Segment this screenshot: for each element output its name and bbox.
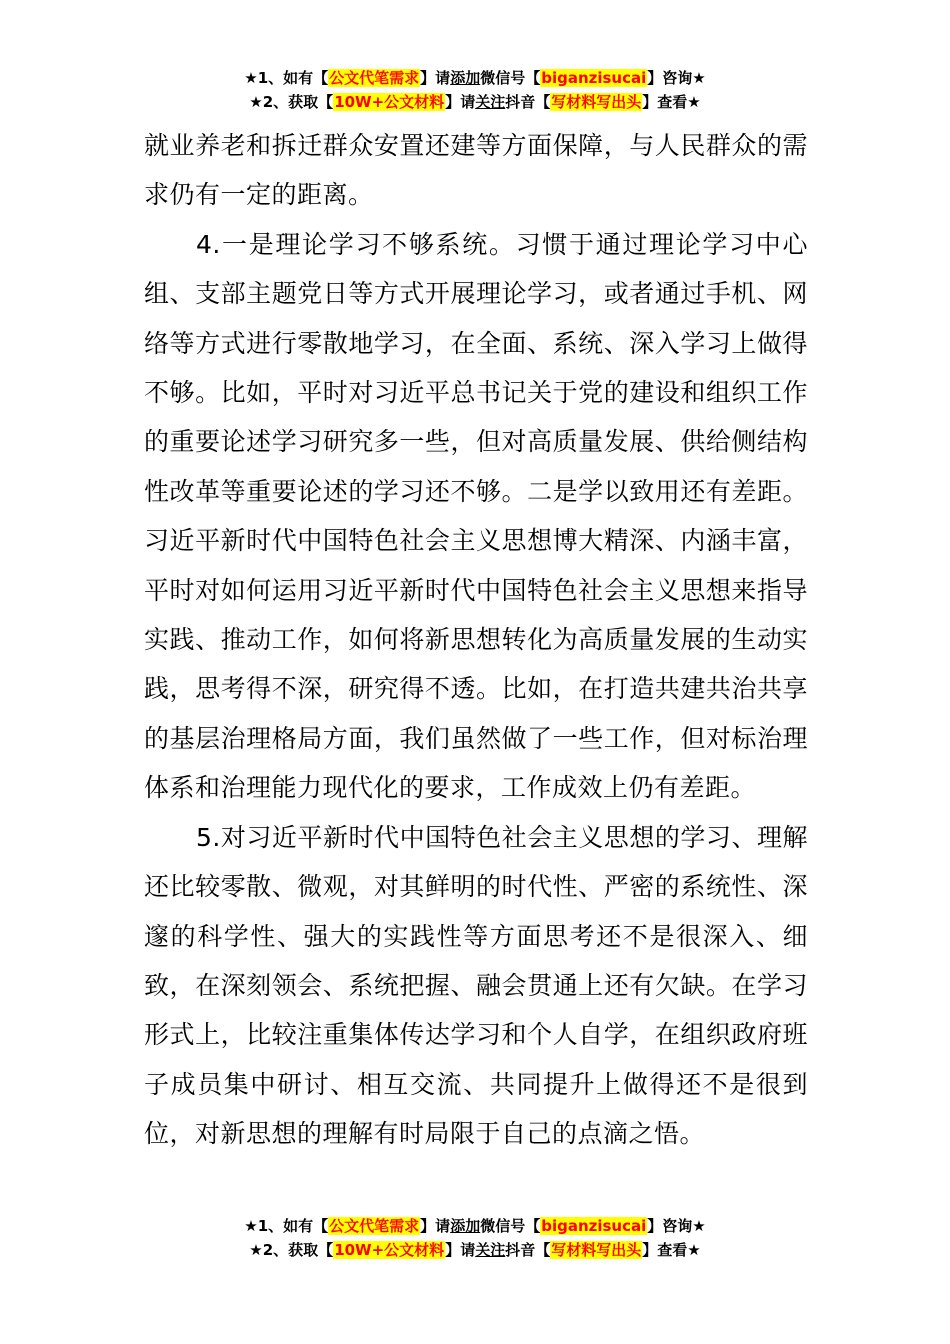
header-banner: [0, 66, 950, 114]
banner-text: 1、如有【: [257, 69, 329, 87]
banner-line-2: [0, 90, 950, 114]
banner-line-1: [0, 66, 950, 90]
paragraph-item-4: 4.一是理论学习不够系统。习惯于通过理论学习中心组、支部主题党日等方式开展理论学习，或者通过手机、网络等方式进行零散地学习，在全面、系统、深入学习上做得不够。比如，平时对习近平总书记关于党的建设和组织工作的重要论述学习研究多一些，但对高质量发展、供给侧结构性改革等重要论述的学习还不够。二是学以致用还有差距。习近平新时代中国特色社会主义思想博大精深、内涵丰富，平时对如何运用习近平新时代中国特色社会主义思想来指导实践、推动工作，如何将新思想转化为高质量发展的生动实践，思考得不深，研究得不透。比如，在打造共建共治共享的基层治理格局方面，我们虽然做了一些工作，但对标治理体系和治理能力现代化的要求，工作成效上仍有差距。: [144, 229, 808, 803]
highlight-douyin-id: 写材料写出头: [551, 1241, 642, 1259]
banner-emphasis: 关注: [475, 1241, 506, 1259]
banner-text: 】咨询★: [647, 1217, 706, 1235]
banner-text: 微信号【: [480, 69, 541, 87]
footer-banner: [0, 1214, 950, 1262]
banner-emphasis: 添加: [450, 1217, 481, 1235]
banner-text: 抖音【: [505, 93, 551, 111]
highlight-service: 公文代笔需求: [329, 69, 420, 87]
banner-text: 】请: [445, 1241, 476, 1259]
banner-text: 2、获取【: [262, 93, 334, 111]
banner-line-1: [0, 1214, 950, 1238]
star-icon: ★: [244, 1217, 258, 1235]
banner-text: 】请: [445, 93, 476, 111]
banner-text: 】咨询★: [647, 69, 706, 87]
highlight-materials: 10W+公文材料: [334, 1241, 445, 1259]
star-icon: ★: [249, 93, 263, 111]
banner-text: 抖音【: [505, 1241, 551, 1259]
banner-text: 2、获取【: [262, 1241, 334, 1259]
paragraph-item-5: 5.对习近平新时代中国特色社会主义思想的学习、理解还比较零散、微观，对其鲜明的时代性、严密的系统性、深邃的科学性、强大的实践性等方面思考还不是很深入、细致，在深刻领会、系统把握、融会贯通上还有欠缺。在学习形式上，比较注重集体传达学习和个人自学，在组织政府班子成员集中研讨、相互交流、共同提升上做得还不是很到位，对新思想的理解有时局限于自己的点滴之悟。: [144, 822, 808, 1149]
highlight-service: 公文代笔需求: [329, 1217, 420, 1235]
banner-text: 】请: [420, 1217, 451, 1235]
highlight-douyin-id: 写材料写出头: [551, 93, 642, 111]
paragraph-continuation: 就业养老和拆迁群众安置还建等方面保障，与人民群众的需求仍有一定的距离。: [144, 131, 808, 210]
document-body: [144, 121, 808, 1159]
banner-emphasis: 关注: [475, 93, 506, 111]
banner-text: 1、如有【: [257, 1217, 329, 1235]
banner-text: 】查看★: [642, 93, 701, 111]
highlight-wechat-id: biganzisucai: [541, 69, 647, 87]
star-icon: ★: [249, 1241, 263, 1259]
banner-text: 微信号【: [480, 1217, 541, 1235]
star-icon: ★: [244, 69, 258, 87]
banner-line-2: [0, 1238, 950, 1262]
banner-text: 】请: [420, 69, 451, 87]
banner-emphasis: 添加: [450, 69, 481, 87]
highlight-wechat-id: biganzisucai: [541, 1217, 647, 1235]
banner-text: 】查看★: [642, 1241, 701, 1259]
highlight-materials: 10W+公文材料: [334, 93, 445, 111]
